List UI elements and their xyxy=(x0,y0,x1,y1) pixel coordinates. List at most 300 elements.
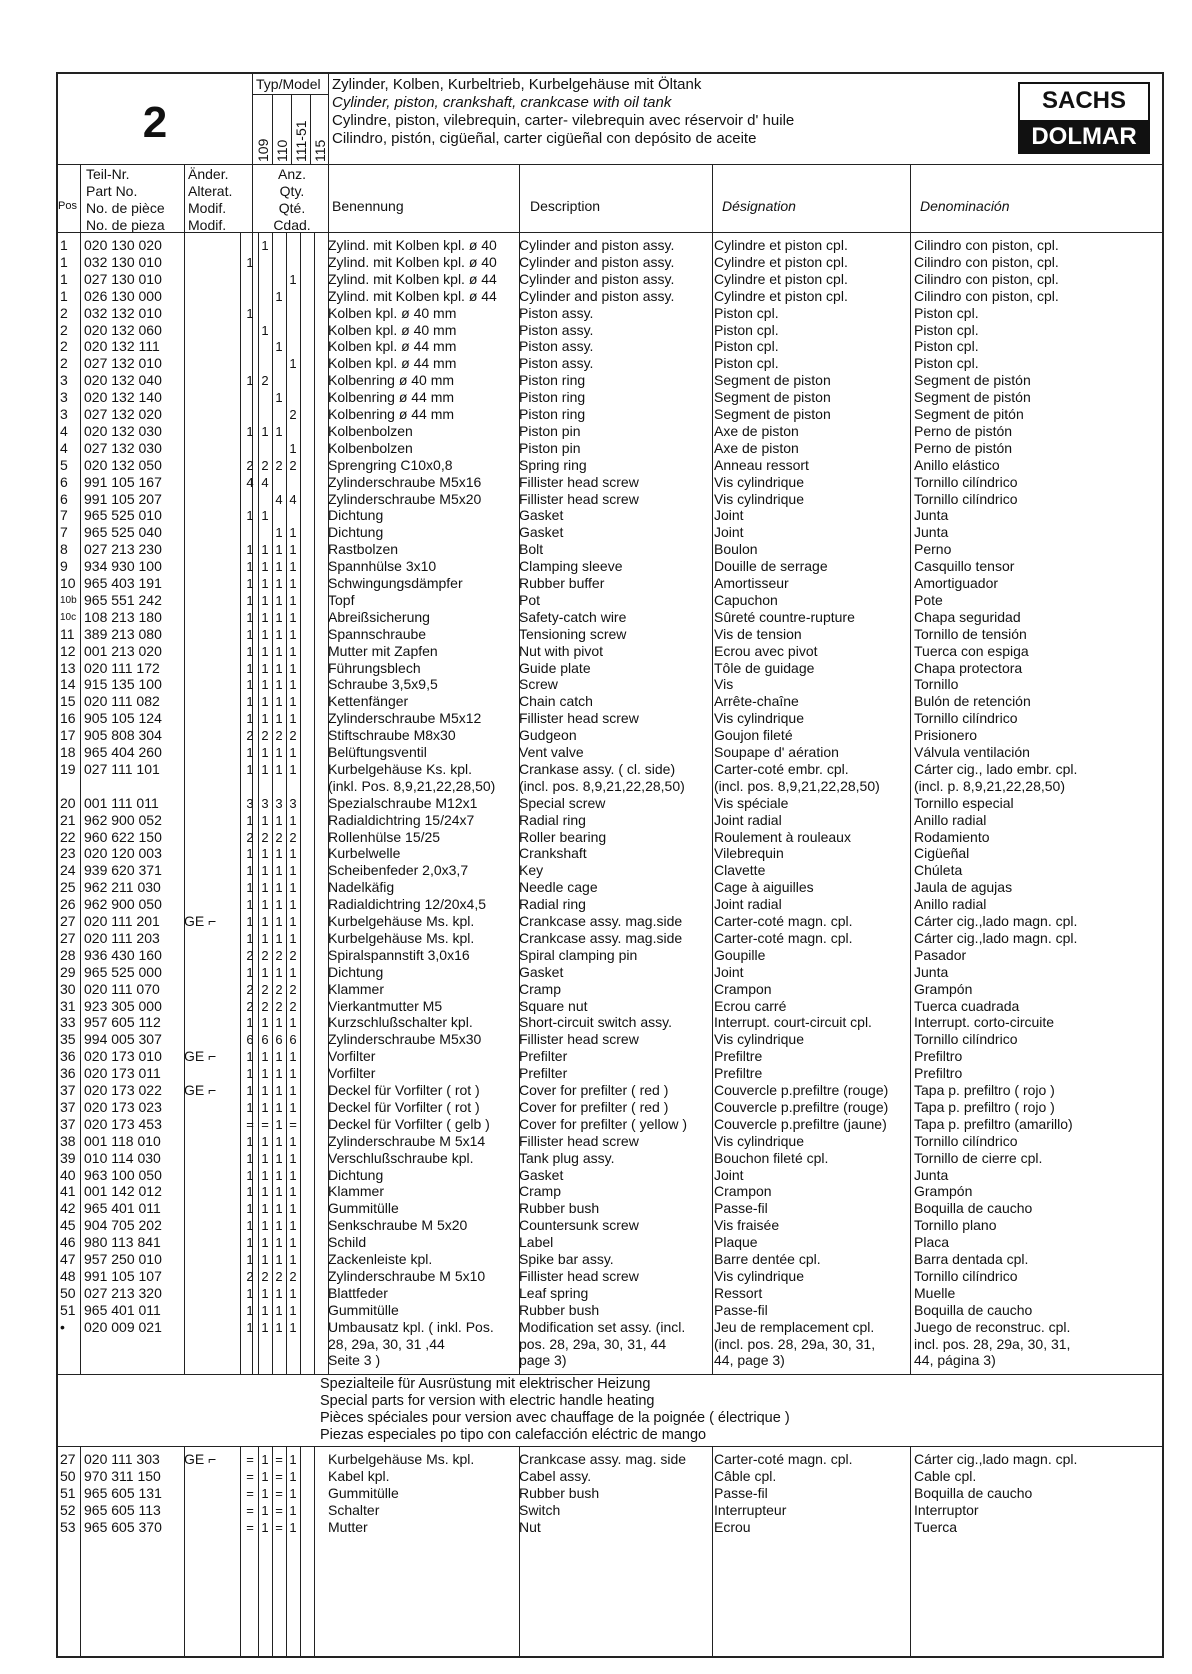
qty-cell: 1 xyxy=(246,1083,254,1098)
table-row xyxy=(58,271,1162,288)
designation-cell: Interrupteur xyxy=(714,1502,787,1518)
title-es: Cilindro, pistón, cigüeñal, carter cigüeñal con depósito de aceite xyxy=(332,130,757,147)
qty-cell: 1 xyxy=(289,576,297,591)
benennung-cell: Gummitülle xyxy=(328,1200,399,1217)
table-row xyxy=(58,423,1162,440)
benennung-cell: Kolben kpl. ø 44 mm xyxy=(328,338,457,355)
qty-cell: 2 xyxy=(275,829,283,845)
description-cell: Gasket xyxy=(519,507,564,524)
benennung-cell: Vorfilter xyxy=(328,1048,376,1065)
denominacion-cell: Cilindro con piston, cpl. xyxy=(914,237,1059,253)
qty-cell: 1 xyxy=(261,1302,269,1318)
pos-cell: 23 xyxy=(60,845,76,862)
qty-cell: 1 xyxy=(246,643,254,659)
benennung-cell: Senkschraube M 5x20 xyxy=(328,1217,468,1234)
qty-cell: 1 xyxy=(246,1319,254,1335)
qty-cell: 1 xyxy=(289,677,297,693)
qty-cell: 1 xyxy=(246,1302,254,1318)
table-row xyxy=(58,1336,1162,1353)
benennung-cell: 28, 29a, 30, 31 ,44 xyxy=(328,1335,445,1352)
table-row xyxy=(58,474,1162,491)
table-row xyxy=(58,778,1162,795)
table-row xyxy=(58,862,1162,879)
table-row xyxy=(58,389,1162,406)
table-row xyxy=(58,626,1162,643)
pos-cell: 11 xyxy=(60,625,75,642)
benennung-cell: Dichtung xyxy=(328,507,384,524)
benennung-cell: Kolbenbolzen xyxy=(328,439,413,456)
description-cell: Fillister head screw xyxy=(519,1132,639,1149)
alteration-cell: GE ⌐ xyxy=(184,913,217,929)
description-cell: Piston assy. xyxy=(519,338,594,355)
qty-cell: 1 xyxy=(289,525,297,541)
qty-cell: 1 xyxy=(246,1099,254,1115)
table-row xyxy=(58,1014,1162,1031)
qty-cell: 1 xyxy=(275,1015,283,1031)
pos-cell: 3 xyxy=(60,406,68,422)
part-number-cell: 020 111 172 xyxy=(84,659,160,676)
description-cell: Rubber bush xyxy=(519,1200,600,1217)
denominacion-cell: Tornillo especial xyxy=(914,794,1014,811)
qty-cell: 2 xyxy=(246,947,254,963)
qty-cell: 1 xyxy=(275,1319,283,1335)
qty-cell: 1 xyxy=(275,1066,283,1082)
qty-cell: 1 xyxy=(246,1285,254,1301)
pos-cell: 10b xyxy=(60,594,77,606)
pos-cell: 1 xyxy=(60,253,68,270)
qty-cell: 1 xyxy=(261,1133,269,1149)
special-line-es: Piezas especiales po tipo con calefacción eléctric de mango xyxy=(320,1427,707,1443)
description-cell: Spring ring xyxy=(519,456,587,473)
table-row xyxy=(58,676,1162,693)
table-row xyxy=(58,524,1162,541)
table-row xyxy=(58,1302,1162,1319)
part-number-cell: 020 173 022 xyxy=(84,1082,162,1098)
part-number-cell: 963 100 050 xyxy=(84,1166,162,1183)
qty-cell: 2 xyxy=(261,1268,269,1284)
part-number-cell: 905 105 124 xyxy=(84,710,162,727)
denominacion-cell: Válvula ventilación xyxy=(914,744,1030,760)
qty-cell: 1 xyxy=(275,339,283,355)
qty-cell: 1 xyxy=(246,914,254,929)
designation-cell: Vis cylindrique xyxy=(714,473,805,490)
denominacion-cell: Tornillo cilíndrico xyxy=(914,710,1018,727)
qty-cell: 1 xyxy=(261,1083,269,1098)
description-cell: Gasket xyxy=(519,1166,564,1183)
benennung-cell: Kolben kpl. ø 40 mm xyxy=(328,304,457,321)
description-cell: Piston assy. xyxy=(519,304,594,321)
logo-sachs: SACHS xyxy=(1041,87,1126,114)
designation-cell: Piston cpl. xyxy=(714,338,779,355)
pos-cell: 2 xyxy=(60,355,68,372)
denominacion-cell: Placa xyxy=(914,1234,950,1251)
qty-cell: 1 xyxy=(275,1150,283,1166)
benennung-cell: Kurbelgehäuse Ms. kpl. xyxy=(328,1451,475,1467)
qty-cell: 1 xyxy=(246,1218,254,1234)
qty-cell: 1 xyxy=(289,643,297,659)
part-number-cell: 020 132 030 xyxy=(84,422,162,439)
description-cell: Cylinder and piston assy. xyxy=(519,237,675,253)
denominacion-cell: Tornillo cilíndrico xyxy=(914,473,1018,490)
description-cell: Prefilter xyxy=(519,1065,568,1082)
qty-cell: 1 xyxy=(275,1099,283,1115)
qty-cell: 1 xyxy=(275,761,283,777)
pos-cell: 46 xyxy=(60,1234,76,1251)
denominacion-cell: Tornillo de tensión xyxy=(914,625,1027,642)
denominacion-cell: Tornillo cilíndrico xyxy=(914,1267,1018,1284)
table-row xyxy=(58,964,1162,981)
denominacion-cell: Casquillo tensor xyxy=(914,558,1015,575)
denominacion-cell: Cigüeñal xyxy=(914,845,970,862)
qty-cell: 2 xyxy=(246,457,254,473)
denominacion-cell: Tapa p. prefiltro ( rojo ) xyxy=(914,1098,1055,1115)
qty-cell: 2 xyxy=(289,981,297,997)
denominacion-cell: Cilindro con piston, cpl. xyxy=(914,287,1059,304)
qty-cell: 1 xyxy=(289,711,297,727)
part-number-cell: 965 525 040 xyxy=(84,524,162,541)
benennung-cell: Zylinderschraube M 5x14 xyxy=(328,1132,486,1149)
table-row xyxy=(58,288,1162,305)
denominacion-cell: Prisionero xyxy=(914,727,978,744)
part-number-cell: 027 213 320 xyxy=(84,1284,162,1301)
designation-cell: Segment de piston xyxy=(714,372,831,389)
description-cell: Crankcase assy. mag.side xyxy=(519,913,683,929)
denominacion-cell: Tornillo cilíndrico xyxy=(914,490,1018,507)
qty-cell: 2 xyxy=(289,1268,297,1284)
qty-cell: 1 xyxy=(261,863,269,879)
denominacion-cell: Boquilla de caucho xyxy=(914,1200,1033,1217)
benennung-cell: Mutter xyxy=(328,1519,368,1535)
description-cell: Chain catch xyxy=(519,693,593,710)
designation-cell: Carter-coté magn. cpl. xyxy=(714,929,853,946)
table-row xyxy=(58,1048,1162,1065)
parts-list-sheet xyxy=(56,72,1164,1658)
part-number-cell: 020 132 140 xyxy=(84,389,162,406)
qty-cell: 1 xyxy=(261,761,269,777)
benennung-cell: Dichtung xyxy=(328,524,384,541)
qty-cell: 1 xyxy=(261,1486,269,1501)
pos-cell: 45 xyxy=(60,1217,76,1234)
designation-cell: Joint xyxy=(714,524,744,541)
qty-cell: 1 xyxy=(275,880,283,896)
qty-cell: 1 xyxy=(261,1099,269,1115)
designation-cell: Vis spéciale xyxy=(714,794,789,811)
part-number-cell: 915 135 100 xyxy=(84,676,162,693)
benennung-cell: Gummitülle xyxy=(328,1485,399,1501)
part-number-cell: 994 005 307 xyxy=(84,1031,162,1048)
alteration-cell: GE ⌐ xyxy=(184,1048,217,1065)
benennung-cell: (inkl. Pos. 8,9,21,22,28,50) xyxy=(328,777,496,794)
designation-cell: Vis cylindrique xyxy=(714,1267,805,1284)
description-cell: Fillister head screw xyxy=(519,490,639,507)
benennung-cell: Kolbenring ø 44 mm xyxy=(328,389,455,406)
denominacion-cell: Jaula de agujas xyxy=(914,879,1013,896)
table-row xyxy=(58,592,1162,609)
description-cell: Piston ring xyxy=(519,389,586,406)
model-109: 109 xyxy=(255,138,271,162)
qty-cell: 1 xyxy=(261,238,269,253)
denominacion-cell: Barra dentada cpl. xyxy=(914,1251,1029,1267)
qty-cell: 1 xyxy=(261,559,269,575)
qty-cell: 2 xyxy=(275,981,283,997)
part-number-cell: 923 305 000 xyxy=(84,997,162,1014)
benennung-cell: Abreißsicherung xyxy=(328,608,430,625)
description-cell: Prefilter xyxy=(519,1048,568,1065)
pos-cell: 22 xyxy=(60,828,76,845)
table-row xyxy=(58,609,1162,626)
qty-cell: 6 xyxy=(246,1032,254,1048)
part-number-cell: 027 132 030 xyxy=(84,439,162,456)
designation-cell: Passe-fil xyxy=(714,1301,768,1318)
part-number-cell: 965 404 260 xyxy=(84,744,162,760)
qty-cell: 2 xyxy=(289,728,297,744)
part-number-cell: 027 213 230 xyxy=(84,541,162,558)
qty-cell: 1 xyxy=(261,1520,269,1535)
qty-cell: 1 xyxy=(246,897,254,913)
benennung-cell: Kolben kpl. ø 40 mm xyxy=(328,321,457,338)
description-cell: Piston assy. xyxy=(519,321,594,338)
qty-cell: 1 xyxy=(275,609,283,625)
benennung-cell: Belüftungsventil xyxy=(328,744,427,760)
col-qty: Anz. Qty. Qté. Cdad. xyxy=(273,166,311,233)
designation-cell: Piston cpl. xyxy=(714,355,779,372)
qty-cell: 1 xyxy=(261,1235,269,1251)
qty-cell: 1 xyxy=(246,1066,254,1082)
denominacion-cell: Segment de pistón xyxy=(914,389,1031,406)
qty-cell: 1 xyxy=(275,1252,283,1267)
qty-cell: 1 xyxy=(275,643,283,659)
qty-cell: = xyxy=(275,1520,283,1535)
part-number-cell: 962 211 030 xyxy=(84,879,161,896)
designation-cell: Sûreté countre-rupture xyxy=(714,608,855,625)
part-number-cell: 965 401 011 xyxy=(84,1200,161,1217)
description-cell: Radial ring xyxy=(519,896,586,913)
special-parts-note xyxy=(320,1376,790,1444)
designation-cell: Vis de tension xyxy=(714,625,802,642)
qty-cell: 1 xyxy=(289,914,297,929)
qty-cell: 2 xyxy=(289,998,297,1014)
table-row xyxy=(58,1099,1162,1116)
qty-cell: = xyxy=(246,1520,254,1535)
pos-cell: • xyxy=(60,1318,65,1335)
part-number-cell: 965 605 370 xyxy=(84,1519,162,1535)
qty-cell: = xyxy=(275,1452,283,1467)
table-row xyxy=(58,457,1162,474)
benennung-cell: Verschlußschraube kpl. xyxy=(328,1149,474,1166)
pos-cell: 51 xyxy=(60,1301,76,1318)
description-cell: Modification set assy. (incl. xyxy=(519,1318,686,1335)
qty-cell: 1 xyxy=(246,576,254,591)
qty-cell: 1 xyxy=(289,1184,297,1200)
qty-cell: 1 xyxy=(261,880,269,896)
qty-cell: 1 xyxy=(289,812,297,828)
qty-cell: 1 xyxy=(246,1133,254,1149)
pos-cell: 36 xyxy=(60,1048,76,1065)
qty-cell: 1 xyxy=(289,1015,297,1031)
qty-cell: 1 xyxy=(275,390,283,406)
designation-cell: Passe-fil xyxy=(714,1485,768,1501)
qty-cell: 1 xyxy=(289,1319,297,1335)
benennung-cell: Rollenhülse 15/25 xyxy=(328,828,441,845)
qty-cell: 1 xyxy=(289,745,297,760)
designation-cell: Prefiltre xyxy=(714,1065,763,1082)
qty-cell: 1 xyxy=(246,1235,254,1251)
pos-cell: 53 xyxy=(60,1519,76,1535)
designation-cell: Crampon xyxy=(714,980,772,997)
part-number-cell: 027 132 020 xyxy=(84,406,162,422)
denominacion-cell: Interruptor xyxy=(914,1502,979,1518)
sachs-dolmar-logo xyxy=(1018,82,1150,154)
title-de: Zylinder, Kolben, Kurbeltrieb, Kurbelgehäuse mit Öltank xyxy=(332,76,702,93)
designation-cell: Roulement à rouleaux xyxy=(714,828,851,845)
denominacion-cell: Muelle xyxy=(914,1284,956,1301)
part-number-cell: 020 111 082 xyxy=(84,693,160,710)
table-row xyxy=(58,829,1162,846)
qty-cell: 1 xyxy=(289,897,297,913)
part-number-cell: 965 401 011 xyxy=(84,1301,161,1318)
designation-cell: Axe de piston xyxy=(714,439,799,456)
denominacion-cell: Tornillo xyxy=(914,676,959,693)
qty-cell: = xyxy=(289,1116,297,1132)
description-cell: Needle cage xyxy=(519,879,598,896)
part-number-cell: 027 111 101 xyxy=(84,760,160,777)
qty-cell: 1 xyxy=(246,508,254,524)
qty-cell: 1 xyxy=(275,626,283,642)
qty-cell: 1 xyxy=(275,542,283,558)
benennung-cell: Kettenfänger xyxy=(328,693,409,710)
designation-cell: 44, page 3) xyxy=(714,1352,785,1369)
pos-cell: 35 xyxy=(60,1031,76,1048)
denominacion-cell: Interrupt. corto-circuite xyxy=(914,1014,1055,1031)
table-row xyxy=(58,1502,1162,1519)
qty-cell: 2 xyxy=(289,457,297,473)
denominacion-cell: Cilindro con piston, cpl. xyxy=(914,253,1059,270)
table-row xyxy=(58,1285,1162,1302)
part-number-cell: 936 430 160 xyxy=(84,946,162,963)
qty-cell: 1 xyxy=(246,254,254,270)
description-cell: Cramp xyxy=(519,980,562,997)
table-row xyxy=(58,1319,1162,1336)
part-number-cell: 020 173 011 xyxy=(84,1065,161,1082)
table-row xyxy=(58,406,1162,423)
qty-cell: 2 xyxy=(261,373,269,389)
pos-cell: 30 xyxy=(60,980,76,997)
denominacion-cell: (incl. p. 8,9,21,22,28,50) xyxy=(914,777,1065,794)
part-number-cell: 001 142 012 xyxy=(84,1183,162,1200)
pos-cell: 37 xyxy=(60,1115,76,1132)
qty-cell: 1 xyxy=(275,694,283,710)
designation-cell: Arrête-chaîne xyxy=(714,693,799,710)
table-row xyxy=(58,575,1162,592)
qty-cell: 1 xyxy=(289,356,297,372)
qty-cell: 1 xyxy=(289,542,297,558)
pos-cell: 38 xyxy=(60,1132,76,1149)
benennung-cell: Kurbelgehäuse Ms. kpl. xyxy=(328,913,475,929)
part-number-cell: 032 132 010 xyxy=(84,304,162,321)
qty-cell: 1 xyxy=(261,660,269,676)
qty-cell: 1 xyxy=(289,761,297,777)
designation-cell: Douille de serrage xyxy=(714,558,828,575)
benennung-cell: Rastbolzen xyxy=(328,541,399,558)
benennung-cell: Zylinderschraube M5x16 xyxy=(328,473,482,490)
qty-cell: 1 xyxy=(246,305,254,321)
designation-cell: (incl. pos. 8,9,21,22,28,50) xyxy=(714,777,880,794)
qty-cell: 2 xyxy=(246,1268,254,1284)
pos-cell: 5 xyxy=(60,456,68,473)
qty-cell: 2 xyxy=(246,998,254,1014)
pos-cell: 1 xyxy=(60,237,68,253)
qty-cell: 1 xyxy=(261,1252,269,1267)
pos-cell: 10 xyxy=(60,575,76,591)
denominacion-cell: Chúleta xyxy=(914,862,963,879)
qty-cell: 1 xyxy=(261,1015,269,1031)
qty-cell: 1 xyxy=(289,863,297,879)
designation-cell: Passe-fil xyxy=(714,1200,768,1217)
designation-cell: Joint radial xyxy=(714,811,782,828)
col-alteration: Änder. Alterat. Modif. Modif. xyxy=(188,166,233,233)
pos-cell: 4 xyxy=(60,422,68,439)
qty-cell: 1 xyxy=(275,1083,283,1098)
typ-model-label: Typ/Model xyxy=(256,76,321,92)
designation-cell: Ecrou carré xyxy=(714,997,787,1014)
benennung-cell: Dichtung xyxy=(328,1166,384,1183)
designation-cell: Cylindre et piston cpl. xyxy=(714,253,848,270)
qty-cell: 1 xyxy=(275,812,283,828)
denominacion-cell: Tuerca cuadrada xyxy=(914,997,1020,1014)
pos-cell: 41 xyxy=(60,1183,76,1200)
title-en: Cylinder, piston, crankshaft, crankcase with oil tank xyxy=(332,94,672,111)
qty-cell: 1 xyxy=(289,1066,297,1082)
qty-cell: 1 xyxy=(275,288,283,304)
qty-cell: 1 xyxy=(275,1218,283,1234)
qty-cell: 6 xyxy=(289,1032,297,1048)
qty-cell: 1 xyxy=(246,863,254,879)
part-number-cell: 020 111 203 xyxy=(84,929,160,946)
pos-cell: 2 xyxy=(60,338,68,355)
description-cell: Nut with pivot xyxy=(519,642,604,659)
designation-cell: (incl. pos. 28, 29a, 30, 31, xyxy=(714,1335,876,1352)
part-number-cell: 108 213 180 xyxy=(84,608,162,625)
qty-cell: = xyxy=(275,1503,283,1518)
denominacion-cell: Cable cpl. xyxy=(914,1468,977,1484)
part-number-cell: 026 130 000 xyxy=(84,287,162,304)
description-cell: Gasket xyxy=(519,524,564,541)
qty-cell: 2 xyxy=(275,728,283,744)
qty-cell: 1 xyxy=(246,373,254,389)
denominacion-cell: Junta xyxy=(914,507,949,524)
qty-cell: 1 xyxy=(289,1099,297,1115)
qty-cell: 1 xyxy=(261,423,269,439)
description-cell: Tensioning screw xyxy=(519,625,627,642)
qty-cell: 1 xyxy=(246,1150,254,1166)
qty-cell: 1 xyxy=(246,542,254,558)
denominacion-cell: Cilindro con piston, cpl. xyxy=(914,270,1059,287)
qty-cell: 1 xyxy=(289,1218,297,1234)
qty-cell: 1 xyxy=(275,1285,283,1301)
logo-dolmar: DOLMAR xyxy=(1020,120,1148,154)
qty-cell: 1 xyxy=(261,1167,269,1183)
part-number-cell: 020 130 020 xyxy=(84,237,162,253)
qty-cell: 1 xyxy=(261,643,269,659)
qty-cell: 1 xyxy=(275,930,283,946)
description-cell: Cover for prefilter ( red ) xyxy=(519,1098,669,1115)
qty-cell: 1 xyxy=(289,1520,297,1535)
designation-cell: Crampon xyxy=(714,1183,772,1200)
table-row xyxy=(58,507,1162,524)
benennung-cell: Kolbenbolzen xyxy=(328,422,413,439)
qty-cell: 1 xyxy=(275,592,283,608)
qty-cell: 1 xyxy=(275,964,283,980)
